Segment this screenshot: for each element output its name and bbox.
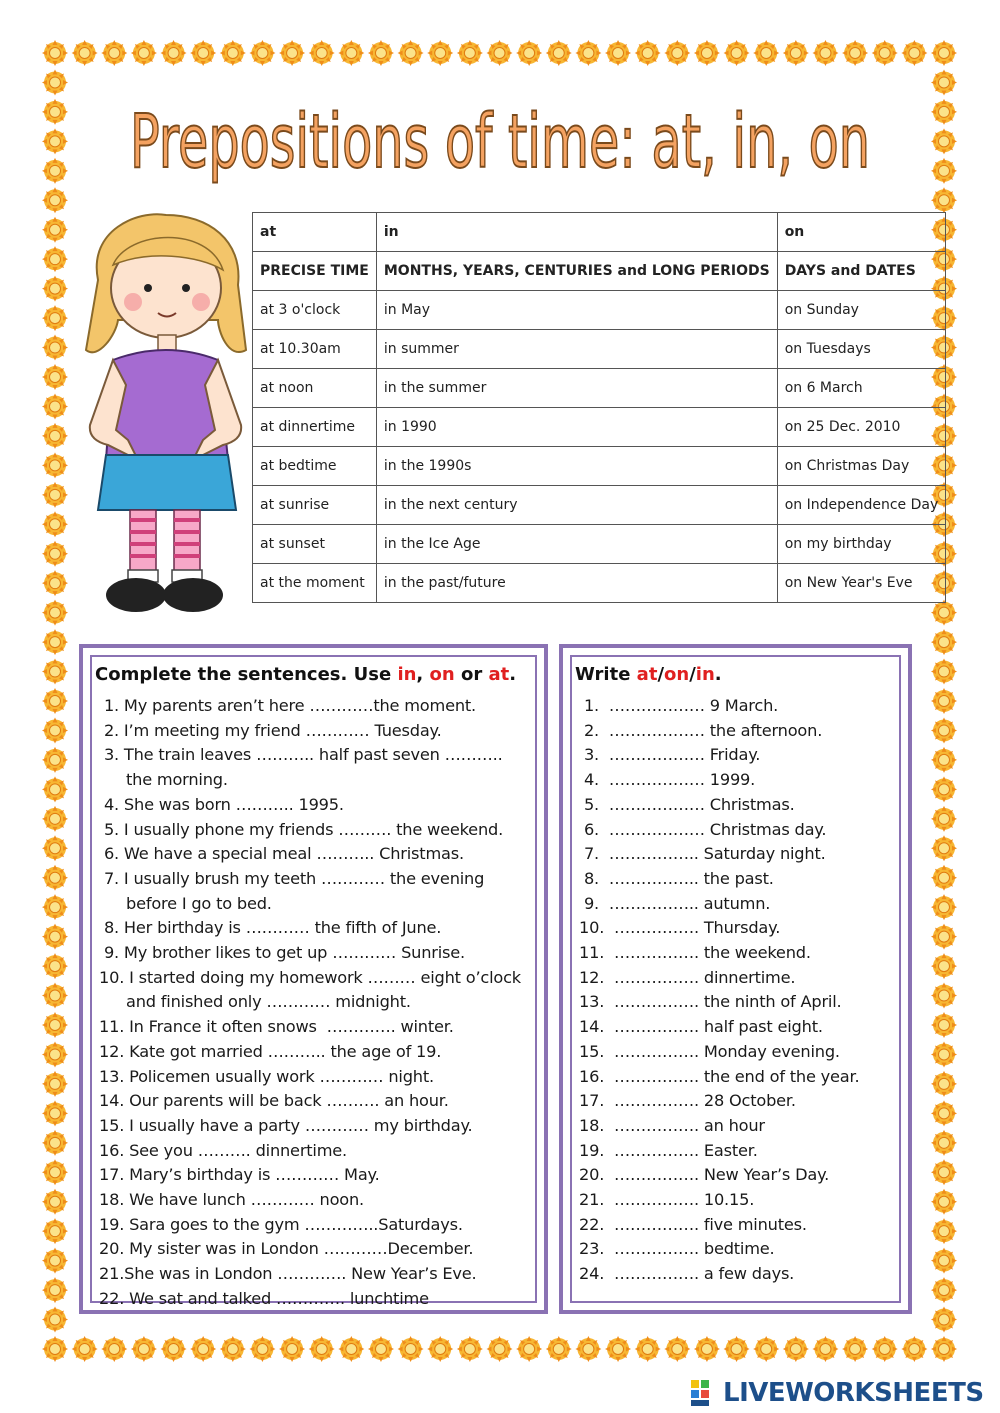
sun-icon [931, 659, 957, 685]
list-item [99, 719, 521, 744]
list-item [99, 1262, 521, 1287]
girl-illustration [78, 210, 253, 620]
table-cell: in the next century [376, 486, 777, 525]
list-item [99, 1015, 521, 1040]
sentence-text: 20. My sister was in London …………December. [99, 1239, 474, 1259]
sentence-text: 4. She was born ……….. 1995. [99, 794, 344, 814]
sentence-text: 19. Sara goes to the gym …………..Saturdays. [99, 1214, 463, 1234]
sun-icon [872, 1336, 898, 1362]
table-cell: on Christmas Day [777, 447, 946, 486]
sun-icon [42, 40, 68, 66]
sun-icon [249, 40, 275, 66]
sun-icon [42, 276, 68, 302]
table-cell: on 25 Dec. 2010 [777, 408, 946, 447]
table-cell: at noon [253, 369, 377, 408]
sun-icon [812, 40, 838, 66]
exercise2-slash2: / [689, 664, 696, 685]
list-item: 9. …………….. autumn. [579, 893, 771, 913]
sun-icon [931, 128, 957, 154]
sun-icon [368, 40, 394, 66]
list-item: 22. ……………. five minutes. [579, 1214, 807, 1234]
list-item [99, 867, 521, 916]
sun-icon [931, 1218, 957, 1244]
exercise1-list [99, 694, 521, 1312]
list-item: 21. ……………. 10.15. [579, 1190, 755, 1210]
table-row [253, 564, 946, 603]
sun-icon [131, 1336, 157, 1362]
sentence-text: 2. I’m meeting my friend ………… Tuesday. [99, 720, 442, 740]
sun-icon [931, 1012, 957, 1038]
sun-icon [42, 1071, 68, 1097]
sun-icon [42, 1100, 68, 1126]
sun-icon [901, 40, 927, 66]
sentence-text: 12. Kate got married ……….. the age of 19. [99, 1041, 442, 1061]
table-cell: at [253, 213, 377, 252]
table-cell: at the moment [253, 564, 377, 603]
page-title [90, 85, 910, 195]
sun-icon [309, 40, 335, 66]
sun-icon [931, 717, 957, 743]
sun-icon [931, 1159, 957, 1185]
sun-icon [931, 924, 957, 950]
sentence-text: 18. We have lunch ………… noon. [99, 1190, 365, 1210]
exercise1-title-end: . [509, 664, 517, 685]
list-item: 11. ……………. the weekend. [579, 943, 811, 963]
sun-icon [753, 40, 779, 66]
list-item [99, 1139, 521, 1164]
sun-icon [42, 1012, 68, 1038]
list-item [99, 966, 521, 1015]
sun-icon [42, 187, 68, 213]
list-item [99, 1114, 521, 1139]
table-row [253, 213, 946, 252]
exercise2-word-at: at [636, 664, 658, 685]
table-row [253, 447, 946, 486]
sun-icon [901, 1336, 927, 1362]
list-item: 23. ……………. bedtime. [579, 1239, 775, 1259]
sun-icon [42, 629, 68, 655]
sun-icon [101, 40, 127, 66]
list-item: 17. ……………. 28 October. [579, 1091, 796, 1111]
sun-icon [931, 69, 957, 95]
table-cell: in summer [376, 330, 777, 369]
table-row [253, 369, 946, 408]
exercise2-slash1: / [657, 664, 665, 685]
list-item [99, 1163, 521, 1188]
sun-icon [220, 1336, 246, 1362]
sun-icon [42, 688, 68, 714]
exercise-complete-sentences [79, 644, 548, 1314]
sun-icon [931, 806, 957, 832]
sun-icon [842, 1336, 868, 1362]
exercise1-title [95, 664, 516, 685]
sun-icon [42, 1307, 68, 1333]
sentence-text: 17. Mary’s birthday is ………… May. [99, 1165, 380, 1185]
sentence-text: 14. Our parents will be back ………. an hour. [99, 1091, 449, 1111]
exercise1-word-at: at [488, 664, 510, 685]
list-item: 3. ……………… Friday. [579, 745, 761, 765]
sun-icon [783, 40, 809, 66]
sun-icon [42, 128, 68, 154]
sun-icon [42, 1277, 68, 1303]
sun-icon [338, 1336, 364, 1362]
list-item: 20. ……………. New Year’s Day. [579, 1165, 830, 1185]
list-item: 16. ……………. the end of the year. [579, 1066, 860, 1086]
list-item: 14. ……………. half past eight. [579, 1017, 823, 1037]
sun-icon [72, 1336, 98, 1362]
sun-icon [546, 1336, 572, 1362]
list-item: 19. ……………. Easter. [579, 1140, 758, 1160]
table-cell: at 3 o'clock [253, 291, 377, 330]
list-item [99, 694, 521, 719]
table-cell: on Independence Day [777, 486, 946, 525]
sun-icon [487, 1336, 513, 1362]
sun-icon [42, 1159, 68, 1185]
sun-icon [161, 40, 187, 66]
sun-icon [161, 1336, 187, 1362]
table-cell: in the Ice Age [376, 525, 777, 564]
sentence-text: 16. See you ………. dinnertime. [99, 1140, 347, 1160]
sun-icon [338, 40, 364, 66]
sun-icon [931, 776, 957, 802]
list-item: 6. ……………… Christmas day. [579, 819, 827, 839]
sun-icon [220, 40, 246, 66]
sun-icon [842, 40, 868, 66]
sun-icon [605, 1336, 631, 1362]
sun-icon [931, 865, 957, 891]
list-item: 10. ……………. Thursday. [579, 918, 781, 938]
sun-icon [42, 865, 68, 891]
table-cell: in May [376, 291, 777, 330]
liveworksheets-logo[interactable] [689, 1377, 999, 1409]
sentence-text: 7. I usually brush my teeth ………… the evening [99, 868, 485, 888]
sun-icon [931, 1336, 957, 1362]
sun-icon [42, 894, 68, 920]
sun-icon [516, 40, 542, 66]
exercise2-list [579, 694, 859, 1287]
table-cell: DAYS and DATES [777, 252, 946, 291]
sun-icon [605, 40, 631, 66]
sun-icon [724, 1336, 750, 1362]
sun-icon [694, 40, 720, 66]
sun-icon [72, 40, 98, 66]
sun-icon [931, 1189, 957, 1215]
sun-icon [931, 1130, 957, 1156]
list-item [99, 941, 521, 966]
table-row [253, 252, 946, 291]
sun-icon [398, 40, 424, 66]
sun-icon [42, 924, 68, 950]
exercise2-title-prefix: Write [575, 664, 637, 685]
sun-icon [931, 894, 957, 920]
sun-icon [457, 1336, 483, 1362]
sun-icon [42, 452, 68, 478]
sun-icon [457, 40, 483, 66]
table-cell: on New Year's Eve [777, 564, 946, 603]
sun-icon [42, 747, 68, 773]
prepositions-table [252, 212, 946, 603]
list-item [99, 1089, 521, 1114]
sun-icon [42, 305, 68, 331]
sun-icon [931, 158, 957, 184]
sun-icon [42, 717, 68, 743]
list-item: 24. ……………. a few days. [579, 1264, 795, 1284]
table-cell: in [376, 213, 777, 252]
table-row [253, 408, 946, 447]
sentence-text: 22. We sat and talked …………. lunchtime [99, 1288, 429, 1308]
sun-icon [546, 40, 572, 66]
sentence-text: 5. I usually phone my friends ………. the weekend. [99, 819, 504, 839]
sun-icon [664, 40, 690, 66]
sun-icon [635, 40, 661, 66]
sun-icon [42, 776, 68, 802]
list-item [99, 1065, 521, 1090]
sentence-continuation: the morning. [126, 770, 228, 790]
list-item [99, 916, 521, 941]
sun-icon [516, 1336, 542, 1362]
sun-icon [249, 1336, 275, 1362]
sun-icon [427, 1336, 453, 1362]
sun-icon [812, 1336, 838, 1362]
table-cell: at 10.30am [253, 330, 377, 369]
list-item: 7. …………….. Saturday night. [579, 844, 826, 864]
table-cell: in 1990 [376, 408, 777, 447]
sentence-text: 11. In France it often snows …………. winter. [99, 1017, 454, 1037]
sun-icon [42, 1336, 68, 1362]
sun-icon [42, 393, 68, 419]
sentence-text: 3. The train leaves ……….. half past seven ……….. [99, 745, 503, 765]
table-cell: on Tuesdays [777, 330, 946, 369]
sentence-text: 10. I started doing my homework ……… eight o’clock [99, 967, 521, 987]
sentence-continuation: before I go to bed. [126, 893, 272, 913]
sentence-text: 21.She was in London …………. New Year’s Eve. [99, 1264, 477, 1284]
table-cell: in the 1990s [376, 447, 777, 486]
list-item: 18. ……………. an hour [579, 1115, 765, 1135]
sun-icon [931, 600, 957, 626]
sun-icon [42, 835, 68, 861]
list-item [99, 1287, 521, 1312]
table-row [253, 486, 946, 525]
sun-icon [42, 806, 68, 832]
sun-icon [190, 1336, 216, 1362]
exercise1-title-prefix: Complete the sentences. Use [95, 664, 398, 685]
sun-icon [42, 99, 68, 125]
list-item [99, 842, 521, 867]
sun-icon [42, 423, 68, 449]
sun-icon [42, 570, 68, 596]
sun-icon [42, 158, 68, 184]
table-cell: at bedtime [253, 447, 377, 486]
exercise1-word-in: in [397, 664, 417, 685]
sun-icon [279, 40, 305, 66]
sun-icon [575, 1336, 601, 1362]
sun-icon [42, 541, 68, 567]
sun-icon [931, 1307, 957, 1333]
exercise-write-at-on-in [559, 644, 912, 1314]
exercise2-word-in: in [695, 664, 715, 685]
sentence-text: 6. We have a special meal ……….. Christmas. [99, 844, 464, 864]
list-item [99, 818, 521, 843]
sun-icon [931, 835, 957, 861]
sun-icon [101, 1336, 127, 1362]
list-item: 5. ……………… Christmas. [579, 794, 795, 814]
sun-icon [42, 1041, 68, 1067]
list-item: 13. ……………. the ninth of April. [579, 992, 842, 1012]
sun-icon [42, 246, 68, 272]
sun-icon [42, 600, 68, 626]
sun-icon [42, 217, 68, 243]
exercise1-sep1: , [416, 664, 430, 685]
sun-icon [931, 629, 957, 655]
sun-icon [635, 1336, 661, 1362]
sun-icon [42, 69, 68, 95]
sun-icon [42, 364, 68, 390]
sun-icon [42, 659, 68, 685]
table-cell: MONTHS, YEARS, CENTURIES and LONG PERIODS [376, 252, 777, 291]
list-item [99, 1040, 521, 1065]
sun-icon [368, 1336, 394, 1362]
liveworksheets-logo-icon [689, 1378, 723, 1408]
sun-icon [931, 983, 957, 1009]
sun-icon [931, 187, 957, 213]
table-cell: at dinnertime [253, 408, 377, 447]
sun-icon [42, 1248, 68, 1274]
sun-icon [42, 335, 68, 361]
sun-icon [931, 1277, 957, 1303]
exercise2-word-on: on [664, 664, 690, 685]
list-item: 2. ……………… the afternoon. [579, 720, 823, 740]
list-item: 4. ……………… 1999. [579, 770, 756, 790]
sentence-continuation: and finished only ………… midnight. [126, 992, 411, 1012]
list-item: 1. ……………… 9 March. [579, 696, 779, 715]
exercise1-word-on: on [429, 664, 455, 685]
sun-icon [42, 1130, 68, 1156]
sentence-text: 8. Her birthday is ………… the fifth of June. [99, 918, 442, 938]
title-text: Prepositions of time: at, in, on [130, 99, 870, 185]
sun-icon [694, 1336, 720, 1362]
list-item: 8. …………….. the past. [579, 868, 774, 888]
table-cell: on my birthday [777, 525, 946, 564]
exercise2-title-end: . [714, 664, 722, 685]
sun-icon [309, 1336, 335, 1362]
sun-icon [190, 40, 216, 66]
list-item: 15. ……………. Monday evening. [579, 1041, 840, 1061]
table-row [253, 525, 946, 564]
list-item [99, 1237, 521, 1262]
sun-icon [931, 688, 957, 714]
table-cell: in the past/future [376, 564, 777, 603]
sun-icon [753, 1336, 779, 1362]
sun-icon [427, 40, 453, 66]
table-cell: on [777, 213, 946, 252]
sentence-text: 15. I usually have a party ………… my birthday. [99, 1115, 473, 1135]
brand-text: LIVEWORKSHEETS [723, 1378, 984, 1408]
sun-icon [931, 1248, 957, 1274]
sun-icon [131, 40, 157, 66]
table-cell: on 6 March [777, 369, 946, 408]
sun-icon [931, 40, 957, 66]
list-item: 12. ……………. dinnertime. [579, 967, 796, 987]
list-item [99, 743, 521, 792]
table-row [253, 291, 946, 330]
table-cell: in the summer [376, 369, 777, 408]
list-item [99, 1213, 521, 1238]
sun-icon [931, 747, 957, 773]
sun-icon [42, 1218, 68, 1244]
sun-icon [931, 1100, 957, 1126]
sentence-text: 1. My parents aren’t here …………the moment. [99, 696, 476, 715]
table-cell: on Sunday [777, 291, 946, 330]
sun-icon [575, 40, 601, 66]
table-row [253, 330, 946, 369]
sentence-text: 9. My brother likes to get up ………… Sunrise. [99, 943, 465, 963]
sun-icon [931, 1071, 957, 1097]
sun-icon [42, 983, 68, 1009]
sun-icon [398, 1336, 424, 1362]
table-cell: at sunrise [253, 486, 377, 525]
sun-icon [931, 1041, 957, 1067]
exercise1-sep2: or [454, 664, 489, 685]
sun-icon [664, 1336, 690, 1362]
sun-icon [872, 40, 898, 66]
list-item [99, 1188, 521, 1213]
sun-icon [724, 40, 750, 66]
sun-icon [42, 482, 68, 508]
exercise2-title [575, 664, 722, 685]
sun-icon [931, 99, 957, 125]
list-item [99, 793, 521, 818]
sun-icon [783, 1336, 809, 1362]
table-cell: PRECISE TIME [253, 252, 377, 291]
table-cell: at sunset [253, 525, 377, 564]
sun-icon [42, 953, 68, 979]
sun-icon [42, 1189, 68, 1215]
sun-icon [279, 1336, 305, 1362]
sun-icon [487, 40, 513, 66]
sentence-text: 13. Policemen usually work ………… night. [99, 1066, 434, 1086]
sun-icon [931, 953, 957, 979]
sun-icon [42, 511, 68, 537]
